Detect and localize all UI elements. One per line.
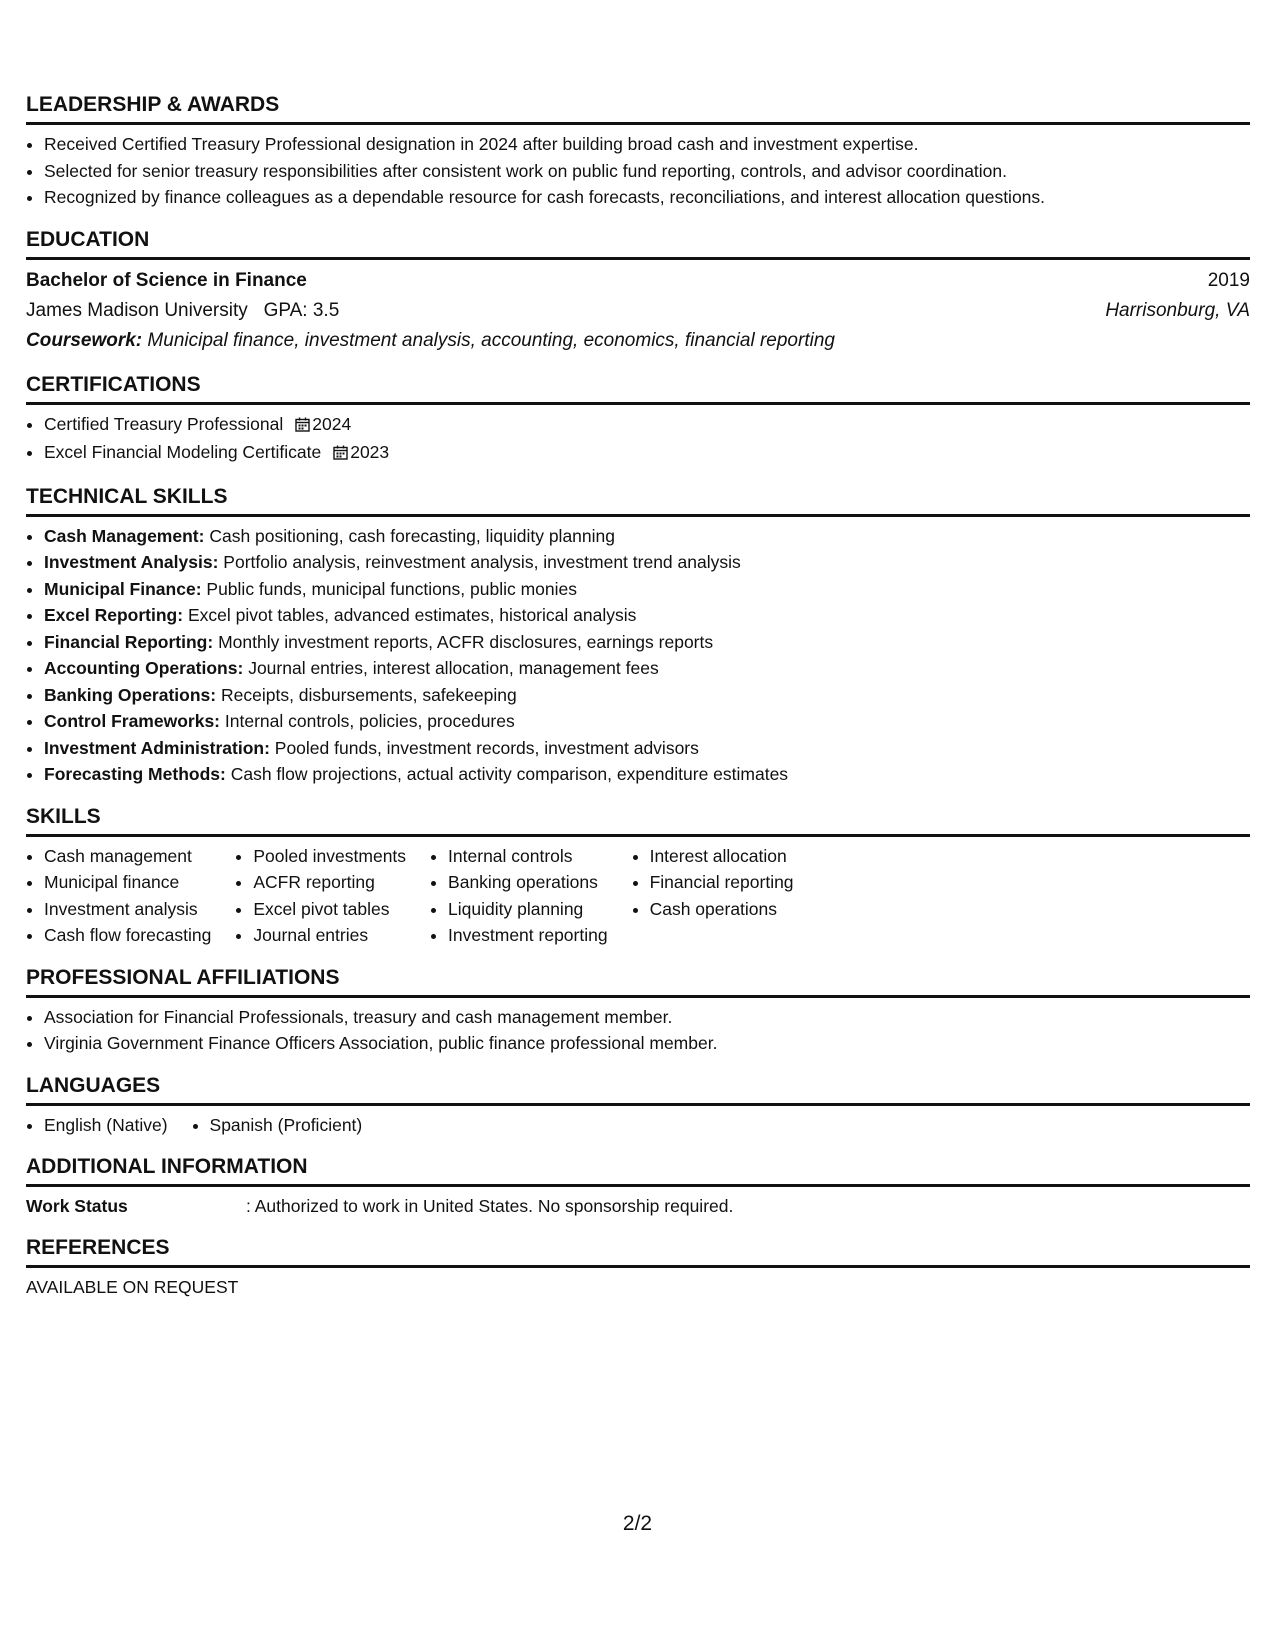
skill-item: • Cash operations (650, 896, 794, 923)
language-item: • English (Native) (44, 1112, 168, 1139)
skill-item: • Internal controls (448, 843, 608, 870)
skill-category: Accounting Operations: (44, 658, 244, 678)
school-name: James Madison University (26, 299, 248, 321)
skill-category: Cash Management: (44, 525, 205, 546)
list-item: • Selected for senior treasury responsibilities after consistent work on public fund reporting, controls, and advisor coordination. (44, 158, 1250, 185)
affiliations-list (26, 1004, 1250, 1057)
list-item (44, 549, 1250, 576)
skill-detail: Excel pivot tables, advanced estimates, historical analysis (187, 605, 637, 625)
certification-item (44, 439, 1250, 468)
skill-category: Investment Analysis: (44, 552, 219, 572)
certification-name: Certified Treasury Professional (44, 413, 284, 434)
certifications-section (26, 372, 1250, 468)
skills-column (430, 843, 608, 949)
section-divider (26, 995, 1250, 998)
work-status-value: : Authorized to work in United States. No sponsorship required. (246, 1196, 734, 1216)
calendar-icon (295, 413, 310, 440)
section-title: PROFESSIONAL AFFILIATIONS (26, 965, 340, 989)
skill-item: • Interest allocation (650, 843, 794, 870)
skill-category: Financial Reporting: (44, 631, 214, 652)
skill-item: • Cash flow forecasting (44, 922, 211, 949)
certifications-list (26, 411, 1250, 468)
leadership-section (26, 92, 1250, 211)
section-divider (26, 834, 1250, 837)
skill-item: • Cash management (44, 843, 211, 870)
section-divider (26, 122, 1250, 125)
skill-detail: Public funds, municipal functions, public monies (206, 578, 578, 599)
skills-column (26, 843, 211, 949)
certification-item (44, 411, 1250, 440)
skill-item: • Investment reporting (448, 922, 608, 949)
references-section (26, 1235, 1250, 1300)
resume-page (26, 92, 1250, 1316)
references-text: AVAILABLE ON REQUEST (26, 1277, 239, 1297)
technical-skills-list (26, 523, 1250, 788)
list-item (44, 682, 1250, 709)
list-item (44, 629, 1250, 656)
section-title: LANGUAGES (26, 1073, 161, 1097)
language-item: • Spanish (Proficient) (210, 1112, 363, 1139)
skill-category: Excel Reporting: (44, 605, 184, 625)
leadership-list (26, 131, 1250, 211)
skill-detail: Portfolio analysis, reinvestment analysis, investment trend analysis (223, 552, 741, 572)
page-number: 2/2 (622, 1512, 653, 1535)
skill-category: Control Frameworks: (44, 711, 220, 731)
section-divider (26, 1184, 1250, 1187)
languages-list (26, 1112, 1250, 1139)
skill-detail: Cash flow projections, actual activity comparison, expenditure estimates (230, 764, 789, 784)
skill-item: • Journal entries (253, 922, 406, 949)
list-item: • Virginia Government Finance Officers Association, public finance professional member. (44, 1030, 1250, 1057)
skill-detail: Monthly investment reports, ACFR disclosures, earnings reports (218, 631, 714, 652)
list-item (44, 576, 1250, 603)
section-divider (26, 514, 1250, 517)
skill-detail: Cash positioning, cash forecasting, liquidity planning (209, 525, 615, 546)
skill-item: • Pooled investments (253, 843, 406, 870)
list-item (44, 708, 1250, 735)
graduation-year: 2019 (1207, 269, 1250, 291)
skill-category: Municipal Finance: (44, 578, 202, 599)
languages-section (26, 1073, 1250, 1139)
technical-skills-section (26, 484, 1250, 788)
gpa: GPA: 3.5 (263, 299, 340, 321)
skills-section (26, 804, 1250, 949)
section-divider (26, 1265, 1250, 1268)
list-item (44, 602, 1250, 629)
education-section (26, 227, 1250, 356)
skill-detail: Receipts, disbursements, safekeeping (220, 684, 517, 705)
section-title: ADDITIONAL INFORMATION (26, 1155, 308, 1178)
skill-item: • ACFR reporting (253, 869, 406, 896)
skill-item: • Municipal finance (44, 869, 211, 896)
skill-detail: Pooled funds, investment records, investment advisors (274, 737, 699, 758)
skill-item: • Liquidity planning (448, 896, 608, 923)
additional-info-section (26, 1154, 1250, 1219)
school-location: Harrisonburg, VA (1105, 299, 1250, 321)
degree-name: Bachelor of Science in Finance (26, 269, 307, 291)
certification-year: 2023 (350, 442, 390, 462)
section-divider (26, 257, 1250, 260)
list-item (44, 523, 1250, 550)
list-item (44, 735, 1250, 762)
skill-item: • Investment analysis (44, 896, 211, 923)
work-status-row (26, 1193, 1250, 1219)
skill-category: Banking Operations: (44, 684, 217, 705)
skill-category: Forecasting Methods: (44, 764, 226, 784)
skill-category: Investment Administration: (44, 737, 270, 758)
certification-year: 2024 (312, 413, 352, 434)
coursework-text: Municipal finance, investment analysis, accounting, economics, financial reporting (147, 329, 835, 351)
skill-detail: Journal entries, interest allocation, management fees (248, 658, 659, 678)
list-item: • Recognized by finance colleagues as a dependable resource for cash forecasts, reconciliations, and interest allocation questions. (44, 184, 1250, 211)
skills-column (235, 843, 406, 949)
section-title: EDUCATION (26, 227, 150, 251)
section-title: SKILLS (26, 804, 101, 828)
calendar-icon (333, 441, 348, 468)
skill-item: • Financial reporting (650, 869, 794, 896)
skills-grid (26, 843, 1250, 949)
section-title: LEADERSHIP & AWARDS (26, 93, 280, 116)
section-divider (26, 402, 1250, 405)
list-item: • Received Certified Treasury Professional designation in 2024 after building broad cash and investment expertise. (44, 131, 1250, 158)
certification-name: Excel Financial Modeling Certificate (44, 442, 322, 462)
list-item: • Association for Financial Professionals, treasury and cash management member. (44, 1004, 1250, 1031)
list-item (44, 761, 1250, 788)
skill-item: • Banking operations (448, 869, 608, 896)
list-item (44, 655, 1250, 682)
skills-column (632, 843, 794, 949)
affiliations-section (26, 965, 1250, 1057)
coursework-label: Coursework: (26, 329, 143, 351)
section-title: CERTIFICATIONS (26, 372, 201, 396)
skill-item: • Excel pivot tables (253, 896, 406, 923)
coursework (26, 326, 1250, 356)
skill-detail: Internal controls, policies, procedures (224, 711, 515, 731)
section-title: TECHNICAL SKILLS (26, 484, 228, 508)
work-status-label: Work Status (26, 1196, 128, 1216)
section-divider (26, 1103, 1250, 1106)
section-title: REFERENCES (26, 1236, 170, 1259)
